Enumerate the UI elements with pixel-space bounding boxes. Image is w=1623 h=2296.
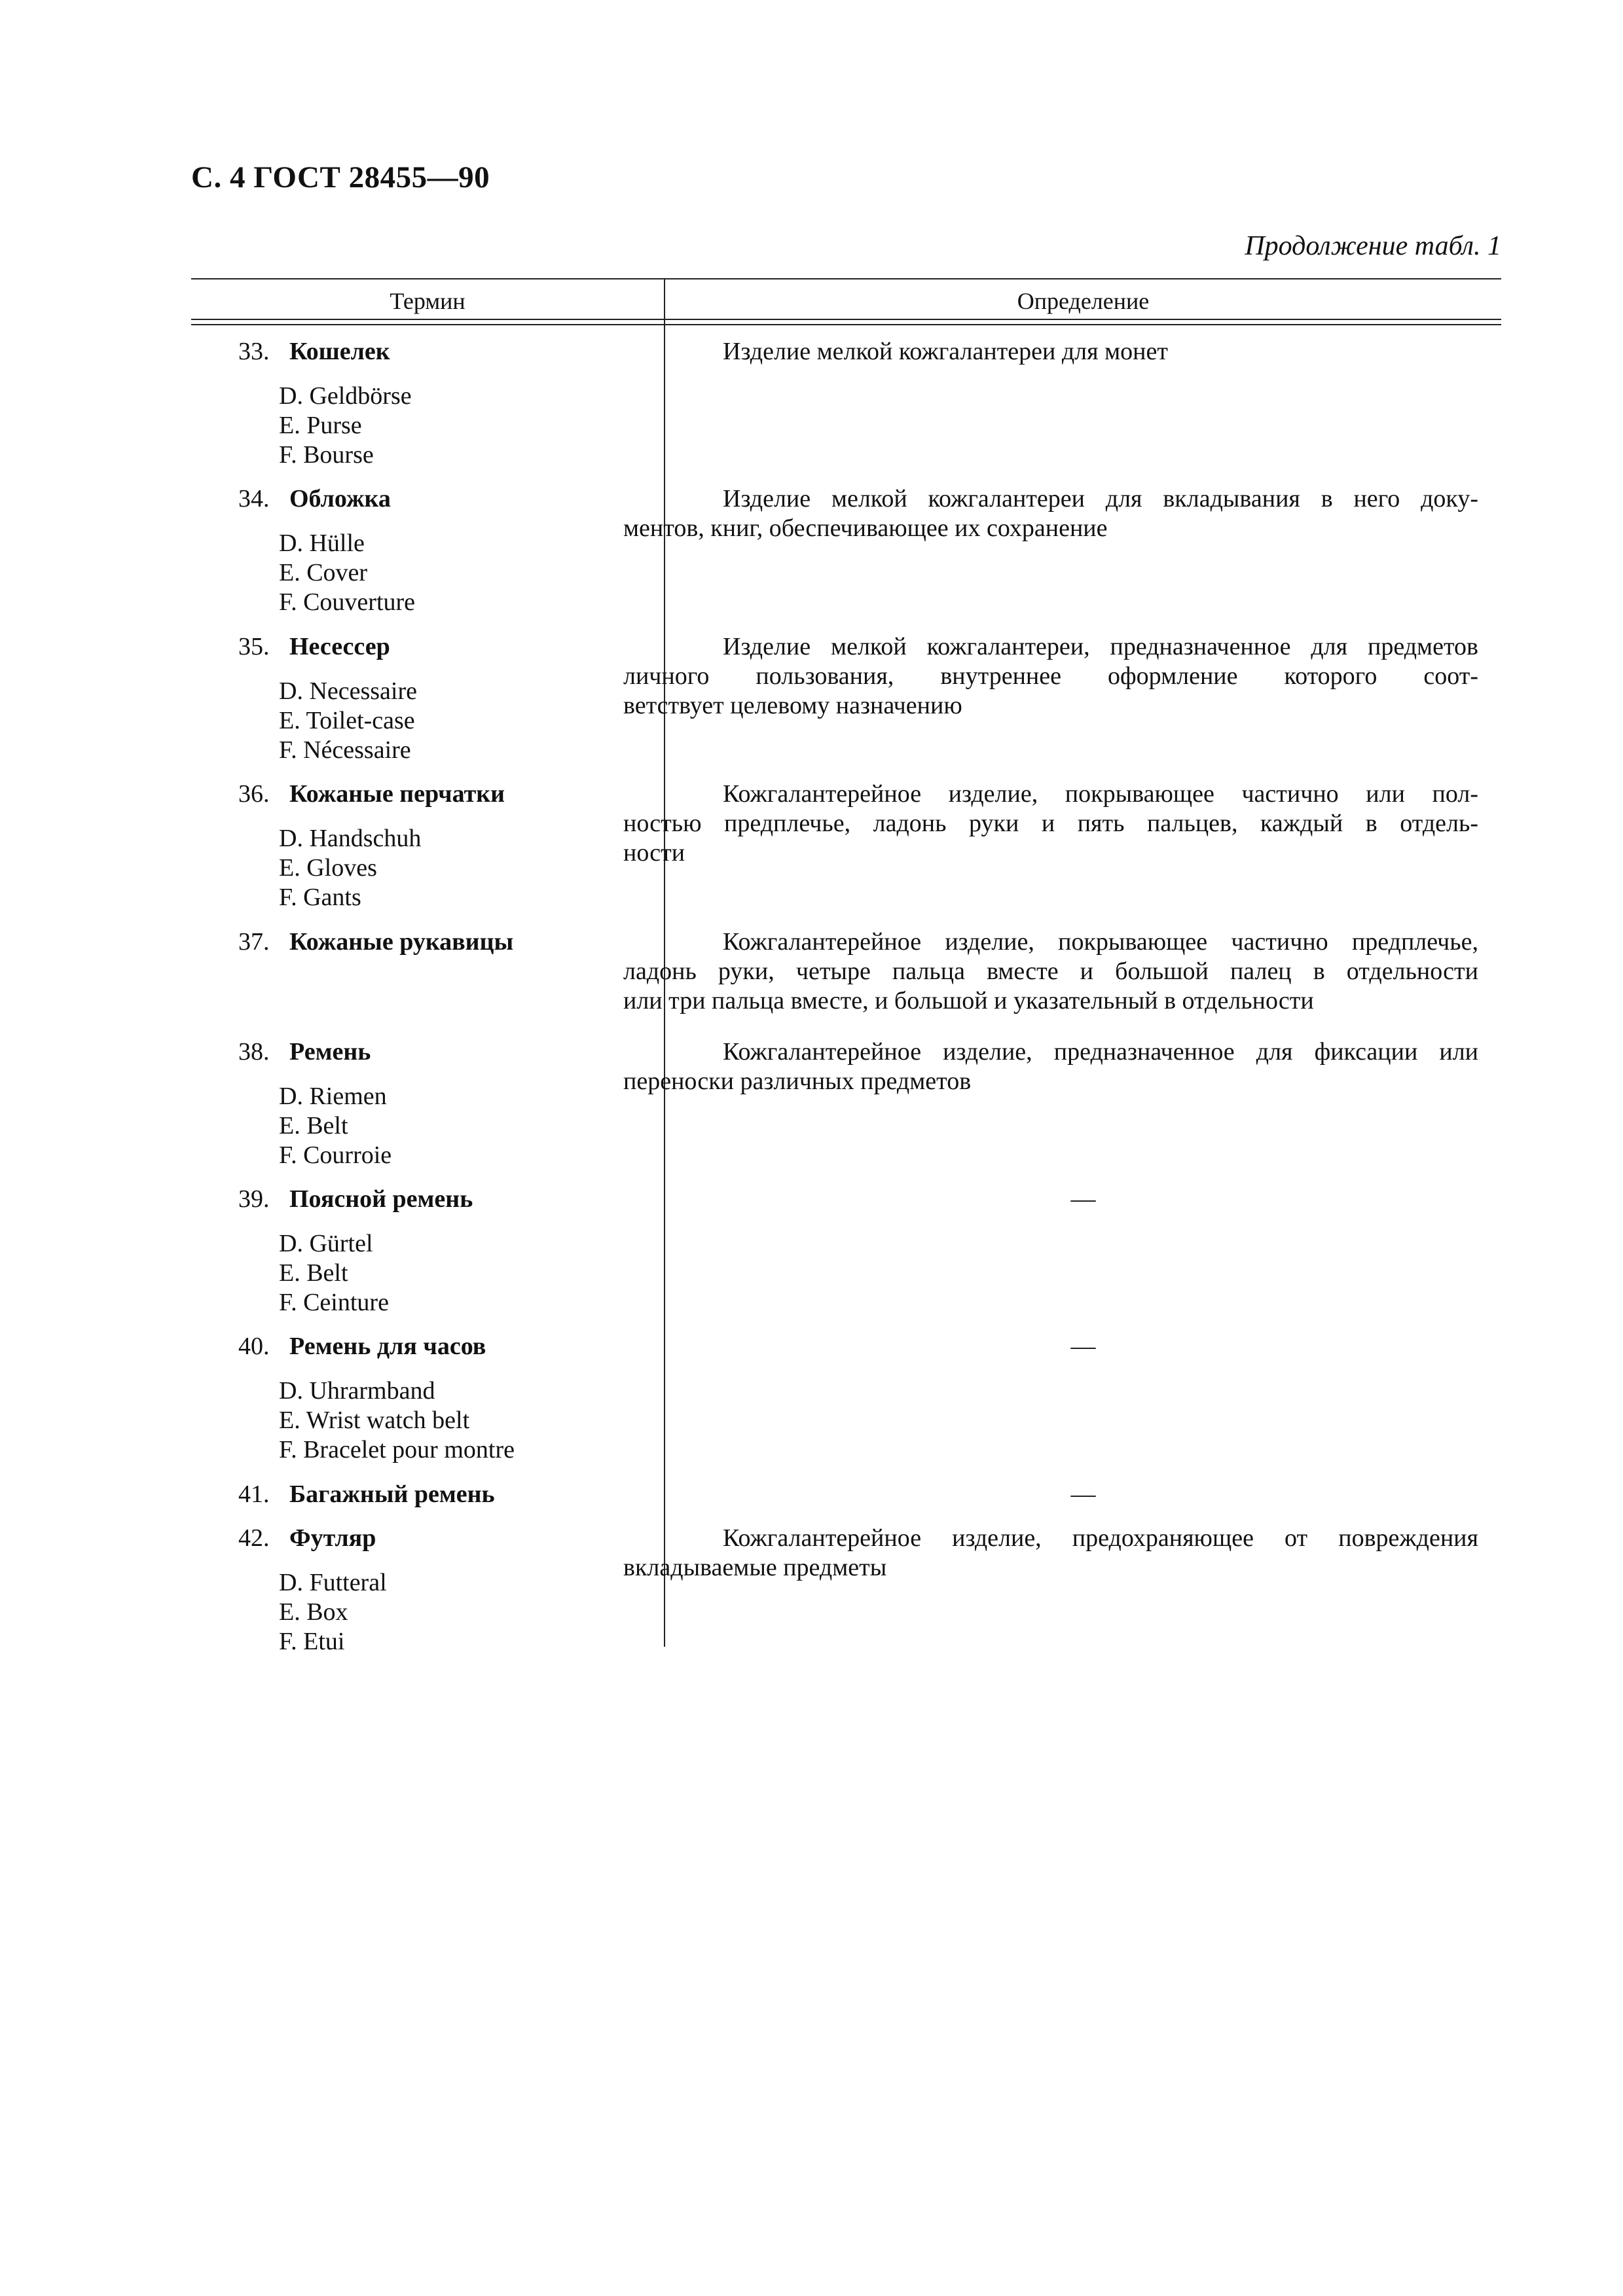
foreign-equivalent: F. Bourse — [279, 441, 374, 469]
term-number: 39. — [238, 1185, 270, 1213]
definition-line: или три пальца вместе, и большой и указательный в отдельности — [623, 987, 1314, 1014]
definition-cell — [623, 632, 1478, 721]
term-title: Кошелек — [289, 338, 390, 365]
term-cell — [238, 1524, 657, 1553]
foreign-equivalent: F. Etui — [279, 1628, 345, 1655]
foreign-equivalent: D. Hülle — [279, 529, 365, 557]
table-top-rule — [191, 278, 1501, 279]
foreign-equivalent: D. Futteral — [279, 1569, 387, 1596]
definition-line: Кожгалантерейное изделие, покрывающее частично предплечье, — [723, 928, 1478, 956]
definition-cell — [623, 1037, 1478, 1096]
term-title: Багажный ремень — [289, 1480, 495, 1508]
foreign-equivalent: D. Gürtel — [279, 1230, 373, 1257]
definition-cell — [623, 780, 1478, 868]
term-title: Обложка — [289, 485, 391, 512]
foreign-equivalents — [279, 1229, 659, 1318]
definition-line: Изделие мелкой кожгалантереи для монет — [723, 338, 1168, 365]
term-number: 40. — [238, 1333, 270, 1360]
term-cell — [238, 1332, 657, 1361]
foreign-equivalent: F. Couverture — [279, 588, 416, 616]
terms-table — [191, 278, 1501, 1655]
foreign-equivalent: F. Bracelet pour montre — [279, 1436, 515, 1463]
foreign-equivalent: D. Uhrarmband — [279, 1377, 435, 1405]
table-continuation-note: Продолжение табл. 1 — [1245, 231, 1501, 261]
definition-line: — — [1070, 1480, 1096, 1508]
term-title: Кожаные перчатки — [289, 780, 505, 808]
foreign-equivalents — [279, 1568, 659, 1657]
foreign-equivalents — [279, 677, 659, 765]
definition-line: ментов, книг, обеспечивающее их сохранение — [623, 514, 1108, 542]
foreign-equivalent: E. Wrist watch belt — [279, 1407, 470, 1434]
term-cell — [238, 1037, 657, 1067]
definition-cell — [665, 1332, 1501, 1361]
definition-line: ностью предплечье, ладонь руки и пять пальцев, каждый в отдель- — [623, 810, 1478, 837]
term-number: 35. — [238, 633, 270, 660]
term-number: 33. — [238, 338, 270, 365]
term-number: 37. — [238, 928, 270, 956]
foreign-equivalent: D. Geldbörse — [279, 382, 412, 410]
definition-cell — [623, 484, 1478, 543]
foreign-equivalent: E. Cover — [279, 559, 368, 586]
foreign-equivalents — [279, 824, 659, 912]
definition-line: ладонь руки, четыре пальца вместе и большой палец в отдельности — [623, 958, 1478, 985]
term-number: 36. — [238, 780, 270, 808]
foreign-equivalent: D. Handschuh — [279, 825, 422, 852]
foreign-equivalent: E. Belt — [279, 1259, 348, 1287]
foreign-equivalent: F. Nécessaire — [279, 736, 411, 764]
term-cell — [238, 484, 657, 514]
term-cell — [238, 337, 657, 367]
term-cell — [238, 780, 657, 809]
term-number: 38. — [238, 1038, 270, 1066]
term-cell — [238, 927, 657, 957]
table-header-rule-double — [191, 324, 1501, 325]
term-cell — [238, 1480, 657, 1509]
definition-line: вкладываемые предметы — [623, 1554, 887, 1581]
foreign-equivalent: F. Ceinture — [279, 1289, 389, 1316]
foreign-equivalent: F. Courroie — [279, 1141, 392, 1169]
term-title: Кожаные рукавицы — [289, 928, 514, 956]
definition-line: Кожгалантерейное изделие, предохраняющее от повреждения — [723, 1524, 1478, 1552]
definition-cell — [673, 337, 1478, 367]
term-number: 34. — [238, 485, 270, 512]
definition-line: Изделие мелкой кожгалантереи, предназначенное для предметов — [723, 633, 1478, 660]
definition-line: ности — [623, 839, 685, 867]
definition-line: Кожгалантерейное изделие, покрывающее частично или пол- — [723, 780, 1478, 808]
definition-line: личного пользования, внутреннее оформление которого соот- — [623, 662, 1478, 690]
foreign-equivalent: F. Gants — [279, 884, 361, 911]
foreign-equivalent: D. Riemen — [279, 1083, 387, 1110]
foreign-equivalents — [279, 1082, 659, 1170]
term-cell — [238, 1185, 657, 1214]
foreign-equivalent: E. Purse — [279, 412, 362, 439]
definition-line: — — [1070, 1333, 1096, 1360]
foreign-equivalent: E. Belt — [279, 1112, 348, 1139]
term-title: Футляр — [289, 1524, 376, 1552]
definition-line: Кожгалантерейное изделие, предназначенное для фиксации или — [723, 1038, 1478, 1066]
foreign-equivalent: E. Toilet-case — [279, 707, 415, 734]
definition-cell — [665, 1480, 1501, 1509]
foreign-equivalent: E. Box — [279, 1598, 348, 1626]
foreign-equivalents — [279, 1376, 659, 1465]
term-title: Ремень — [289, 1038, 371, 1066]
term-number: 42. — [238, 1524, 270, 1552]
table-header-rule — [191, 319, 1501, 320]
term-number: 41. — [238, 1480, 270, 1508]
definition-cell — [623, 927, 1478, 1016]
definition-line: Изделие мелкой кожгалантереи для вкладывания в него доку- — [723, 485, 1478, 512]
term-title: Ремень для часов — [289, 1333, 486, 1360]
term-title: Поясной ремень — [289, 1185, 473, 1213]
definition-cell — [665, 1185, 1501, 1214]
definition-line: переноски различных предметов — [623, 1067, 972, 1095]
term-title: Несессер — [289, 633, 390, 660]
foreign-equivalents — [279, 382, 659, 470]
page-header: С. 4 ГОСТ 28455—90 — [191, 160, 490, 194]
column-header-definition: Определение — [1017, 288, 1150, 314]
foreign-equivalent: E. Gloves — [279, 854, 377, 882]
definition-line: — — [1070, 1185, 1096, 1213]
foreign-equivalent: D. Necessaire — [279, 677, 418, 705]
column-header-term: Термин — [390, 288, 465, 314]
definition-line: ветствует целевому назначению — [623, 692, 962, 719]
definition-cell — [623, 1524, 1478, 1583]
term-cell — [238, 632, 657, 662]
foreign-equivalents — [279, 529, 659, 617]
